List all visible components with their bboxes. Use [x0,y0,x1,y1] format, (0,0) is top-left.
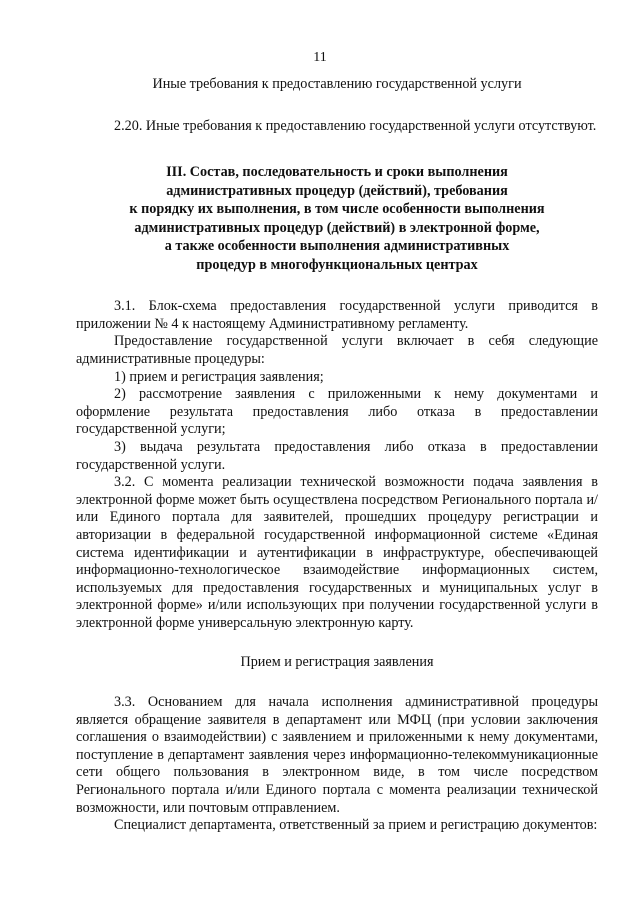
procedure-item: 2) рассмотрение заявления с приложенными к нему документами и оформление результата предоставления либо отказа в предоставлении государственной услуги; [76,386,598,438]
paragraph-3-1: 3.1. Блок-схема предоставления государственной услуги приводится в приложении № 4 к настоящему Административному регламенту. [76,298,598,332]
paragraph-3-3: 3.3. Основанием для начала исполнения административной процедуры является обращение заявителя в департамент или МФЦ (при условии заключения соглашения о взаимодействии) с заявлением и приложенными к нему документами, поступление в департамент заявления через информационно-телекоммуникационные сети общего пользования в электронном виде, в том числе посредством Регионального портала и/или Единого портала с момента реализации технической возможности, или почтовым отправлением. [76,694,598,816]
paragraph-2-20: 2.20. Иные требования к предоставлению государственной услуги отсутствуют. [114,117,597,134]
chapter-3-heading-line: административных процедур (действий), требования [166,182,508,199]
chapter-3-heading-line: III. Состав, последовательность и сроки выполнения [166,164,508,181]
reception-title: Прием и регистрация заявления [240,654,434,671]
chapter-3-heading-line: процедур в многофункциональных центрах [196,256,478,273]
chapter-3-heading [76,163,598,274]
chapter-3-heading-line: а также особенности выполнения административных [164,238,510,255]
page-number: 11 [313,50,327,65]
chapter-3-heading-line: административных процедур (действий) в электронной форме, [134,219,540,236]
specialist-paragraph: Специалист департамента, ответственный за прием и регистрацию документов: [114,817,598,834]
procedure-item: 1) прием и регистрация заявления; [114,368,324,385]
section-2-20-title: Иные требования к предоставлению государственной услуги [152,76,522,92]
chapter-3-heading-line: к порядку их выполнения, в том числе особенности выполнения [129,201,545,218]
procedures-intro: Предоставление государственной услуги включает в себя следующие административные процедуры: [76,333,598,367]
document-body [76,76,598,835]
procedure-item: 3) выдача результата предоставления либо отказа в предоставлении государственной услуги. [76,438,598,473]
paragraph-3-2: 3.2. С момента реализации технической возможности подача заявления в электронной форме может быть осуществлена посредством Регионального портала и/или Единого портала для заявителей, прошедших процедуру регистрации и авторизации в федеральной государственной информационной системе «Единая система идентификации и аутентификации в инфраструктуре, обеспечивающей информационно-технологическое взаимодействие информационных систем, используемых для предоставления государственных и муниципальных услуг в электронной форме» и/или использующих при получении государственной услуги в электронной форме универсальную электронную карту. [76,474,598,631]
